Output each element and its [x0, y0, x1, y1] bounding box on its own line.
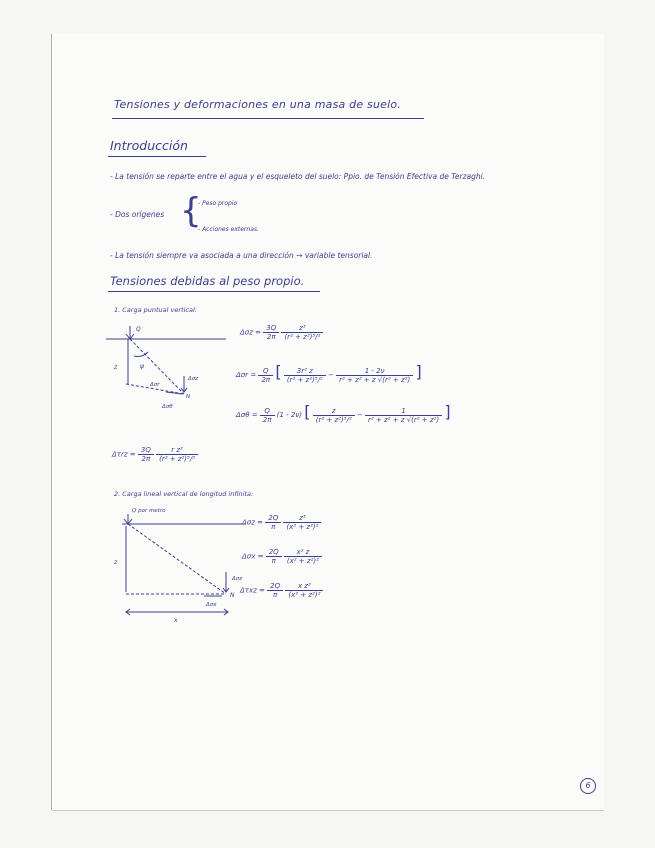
case1-formula-3: Δσθ = $\frac{Q}{2\pi}$ (1 - 2ν) [ $\frac{z}{\text{(r² + z²)³/²}}$ − $\frac{1}{\text{r² + z² + z √(r² + z²)}}$ ] [236, 402, 451, 424]
case2-dsz-label: Δσz [232, 576, 243, 582]
intro-bullet-3: - La tensión siempre va asociada a una dirección → variable tensorial. [110, 251, 373, 260]
case2-Q-label: Q por metro [132, 508, 166, 514]
origins-label: - Dos orígenes [110, 210, 165, 219]
case1-dst-label: Δσθ [162, 404, 173, 410]
case2-dsx-label: Δσx [206, 602, 217, 608]
title-underline [112, 118, 424, 119]
origin-2: - Acciones externas. [198, 226, 259, 233]
case2-formula-3: Δτxz = $\frac{2Q}{\pi}$ $\frac{\text{x z²}}{\text{(x² + z²)²}}$ [240, 582, 323, 599]
intro-bullet-1: - La tensión se reparte entre el agua y el esqueleto del suelo: Ppio. de Tensión Efectiva de Terzaghi. [110, 172, 486, 181]
section2-heading: Tensiones debidas al peso propio. [110, 274, 305, 288]
case1-formula-2: Δσr = $\frac{Q}{2\pi}$ [ $\frac{\text{3r² z}}{\text{(r² + z²)⁵/²}}$ − $\frac{1 - 2\nu}{\text{r² + z² + z √(r² + z²)}}$ ] [236, 362, 422, 384]
case2-diagram [108, 500, 248, 624]
case2-x-label: x [174, 617, 178, 624]
case1-diagram [106, 314, 236, 414]
section2-underline [108, 291, 320, 292]
case1-dsz-label: Δσz [188, 376, 199, 382]
page-number: 6 [580, 778, 596, 794]
page-title: Tensiones y deformaciones en una masa de suelo. [114, 98, 401, 111]
case2-formula-1: Δσz = $\frac{2Q}{\pi}$ $\frac{\text{z³}}{\text{(x² + z²)²}}$ [242, 514, 321, 531]
case1-formula-4: Δτrz = $\frac{3Q}{2\pi}$ $\frac{\text{r z²}}{\text{(r² + z²)⁵/²}}$ [112, 446, 198, 463]
case2-N-label: N [230, 592, 235, 599]
intro-underline [108, 156, 206, 157]
case1-N-label: N [186, 394, 191, 400]
case1-Q-label: Q [136, 326, 141, 333]
case2-formula-2: Δσx = $\frac{2Q}{\pi}$ $\frac{\text{x² z}}{\text{(x² + z²)²}}$ [242, 548, 322, 565]
case1-dsr-label: Δσr [150, 382, 160, 388]
case1-z-label: z [114, 364, 118, 371]
case1-title: 1. Carga puntual vertical: [114, 306, 197, 314]
case1-formula-1: Δσz = $\frac{3Q}{2\pi}$ $\frac{\text{z³}}{\text{(r² + z²)⁵/²}}$ [240, 324, 323, 341]
origin-1: - Peso propio [198, 200, 238, 207]
case2-title: 2. Carga lineal vertical de longitud infinita: [114, 490, 254, 498]
case2-z-label: z [114, 559, 118, 566]
case1-psi-label: ψ [140, 363, 144, 370]
origins-brace: { [180, 191, 202, 231]
notebook-page [52, 34, 604, 810]
intro-heading: Introducción [110, 138, 188, 153]
